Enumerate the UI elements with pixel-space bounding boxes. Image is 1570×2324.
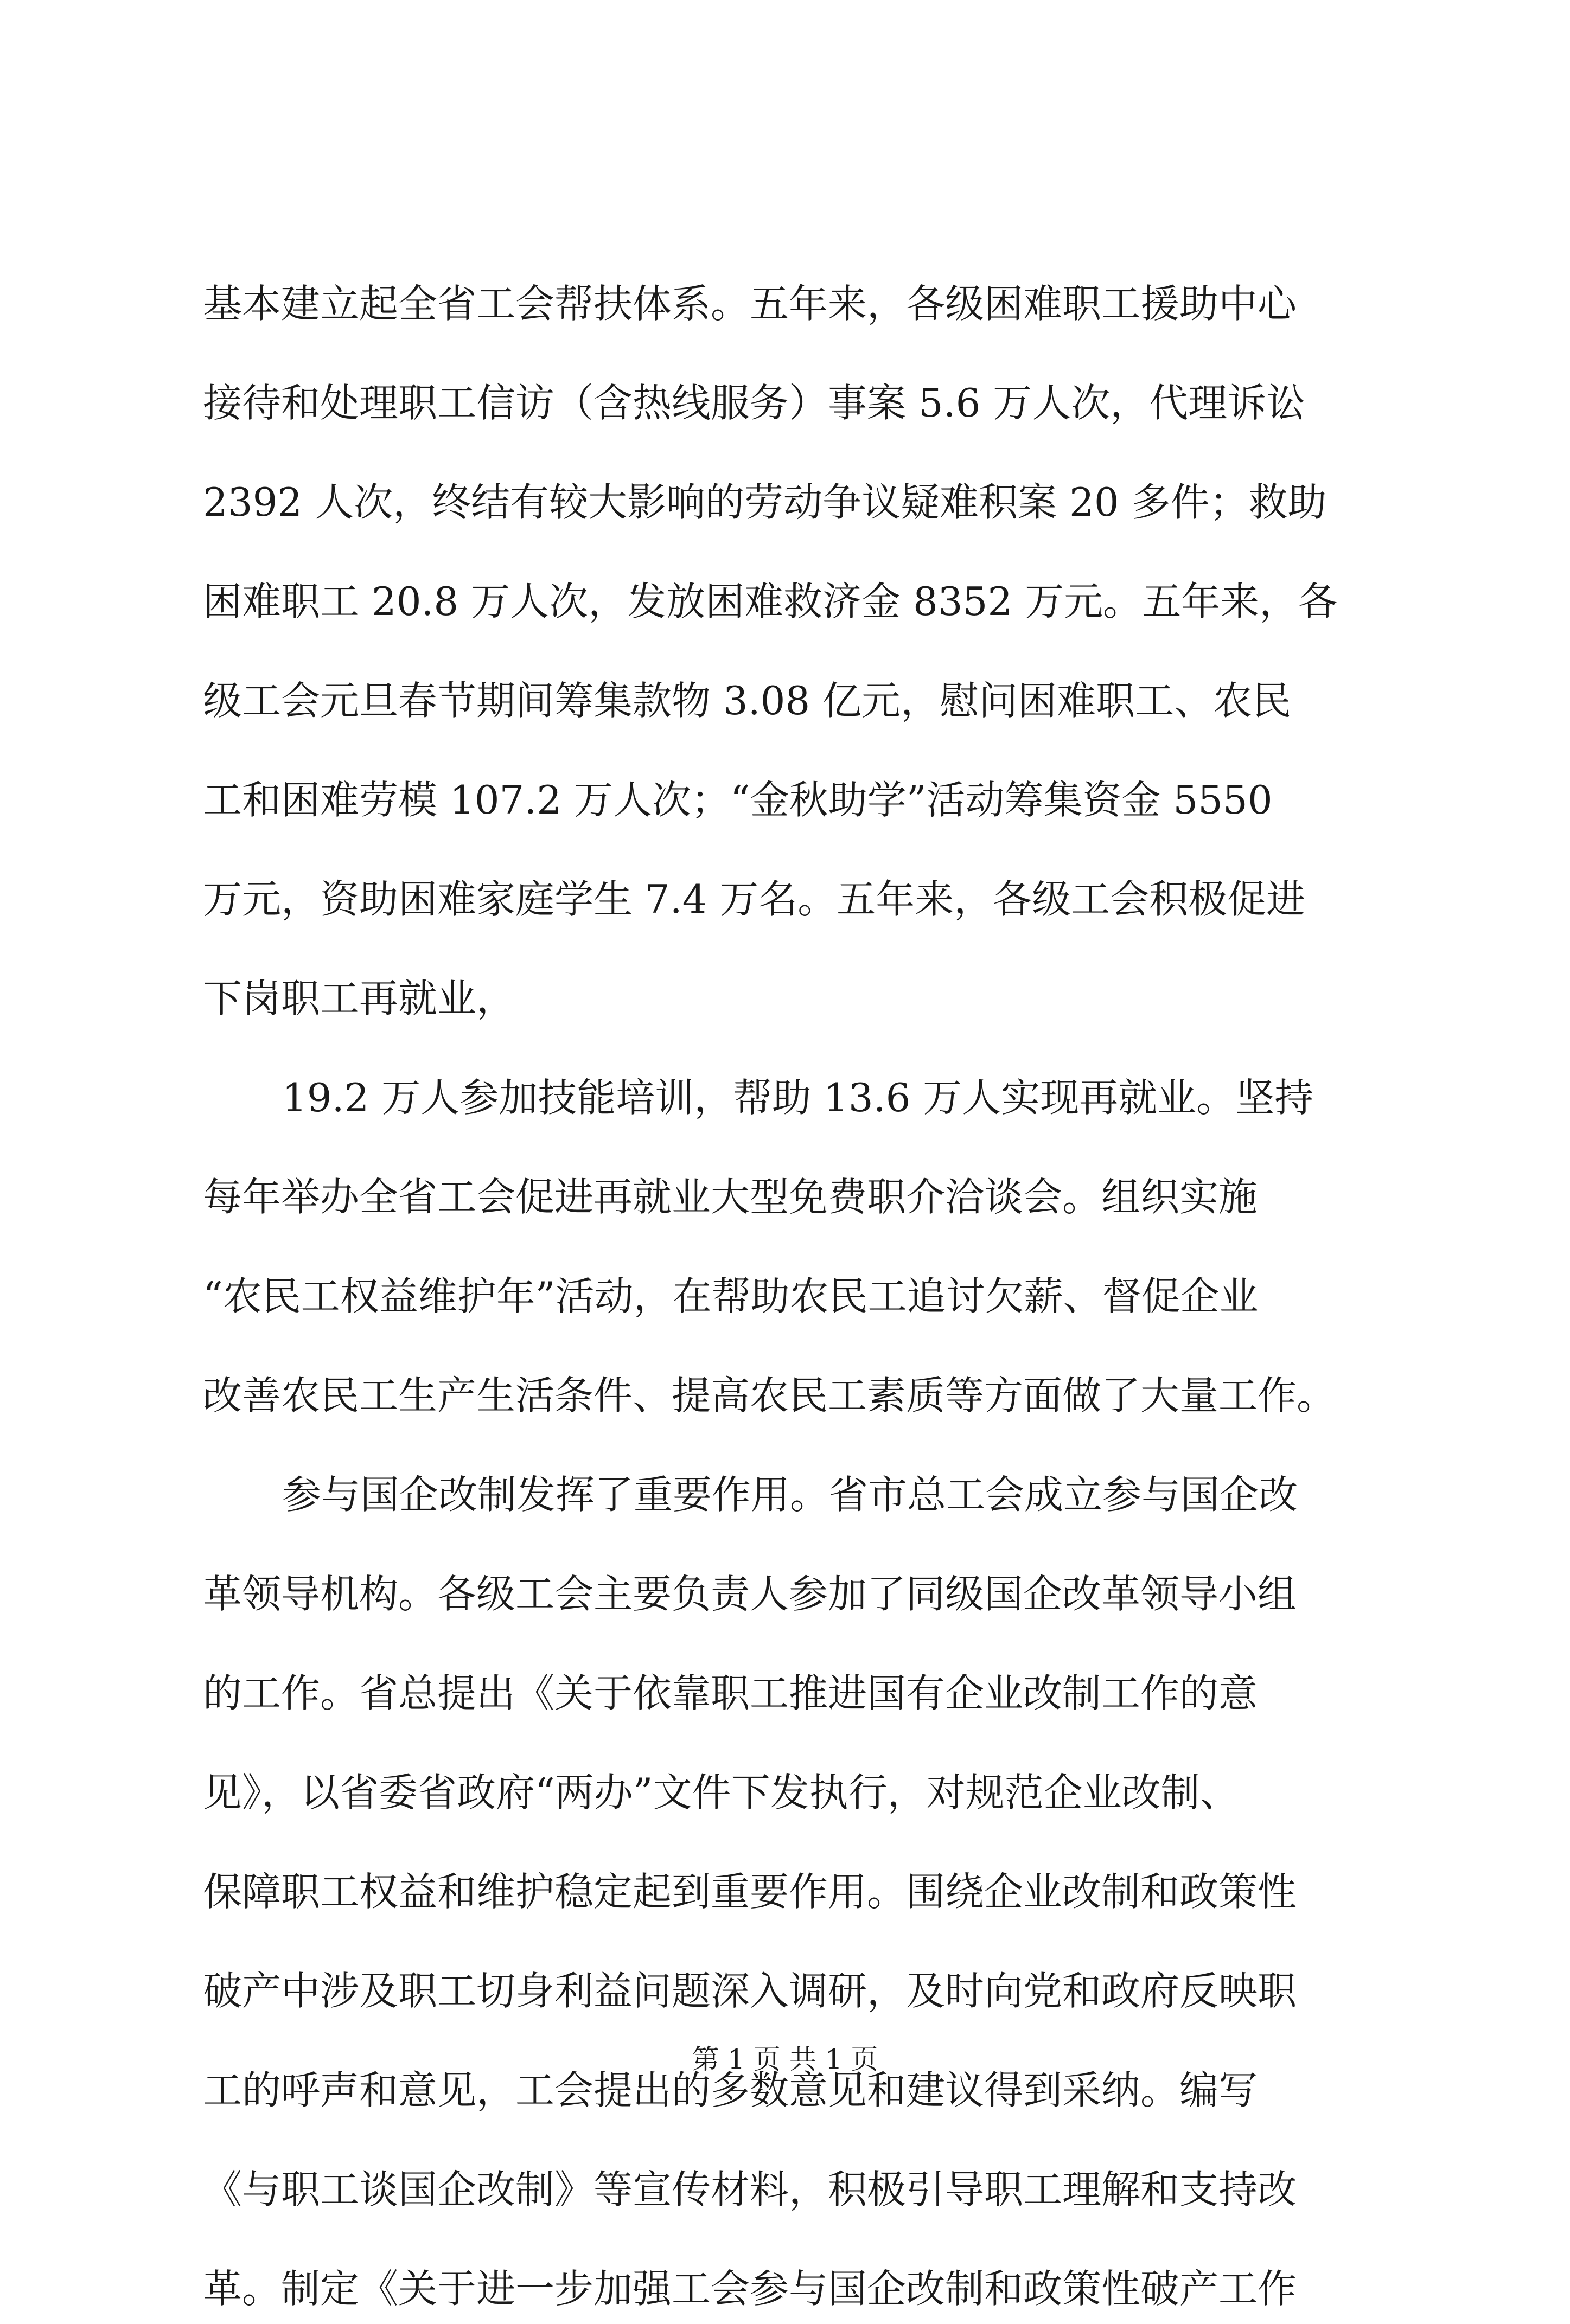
text-line: 基本建立起全省工会帮扶体系。五年来，各级困难职工援助中心 — [203, 281, 1297, 326]
text-line: 改善农民工生产生活条件、提高农民工素质等方面做了大量工作。 — [203, 1373, 1336, 1418]
page-footer: 第 1 页 共 1 页 — [692, 2044, 878, 2075]
text-line: 下岗职工再就业， — [203, 976, 516, 1021]
text-line: 见》，以省委省政府“两办”文件下发执行，对规范企业改制、 — [203, 1770, 1239, 1815]
text-line: 接待和处理职工信访（含热线服务）事案 5.6 万人次，代理诉讼 — [203, 380, 1306, 426]
text-line: 的工作。省总提出《关于依靠职工推进国有企业改制工作的意 — [203, 1670, 1258, 1716]
text-line: 每年举办全省工会促进再就业大型免费职介洽谈会。组织实施 — [203, 1174, 1258, 1220]
text-line: 万元，资助困难家庭学生 7.4 万名。五年来，各级工会积极促进 — [203, 876, 1306, 922]
text-line: 破产中涉及职工切身利益问题深入调研，及时向党和政府反映职 — [203, 1968, 1297, 2014]
text-line: 革领导机构。各级工会主要负责人参加了同级国企改革领导小组 — [203, 1571, 1297, 1617]
text-line: 困难职工 20.8 万人次，发放困难救济金 8352 万元。五年来，各 — [203, 579, 1338, 624]
text-line: 保障职工权益和维护稳定起到重要作用。围绕企业改制和政策性 — [203, 1869, 1297, 1915]
text-line: 19.2 万人参加技能培训，帮助 13.6 万人实现再就业。坚持 — [282, 1075, 1314, 1121]
text-line: 革。制定《关于进一步加强工会参与国企改制和政策性破产工作 — [203, 2266, 1297, 2312]
text-line: 工的呼声和意见，工会提出的多数意见和建议得到采纳。编写 — [203, 2067, 1258, 2113]
text-line: 级工会元旦春节期间筹集款物 3.08 亿元，慰问困难职工、农民 — [203, 678, 1292, 724]
text-line: 工和困难劳模 107.2 万人次；“金秋助学”活动筹集资金 5550 — [203, 777, 1273, 823]
text-line: “农民工权益维护年”活动，在帮助农民工追讨欠薪、督促企业 — [203, 1273, 1259, 1319]
text-line: 2392 人次，终结有较大影响的劳动争议疑难积案 20 多件；救助 — [203, 479, 1327, 525]
text-line: 《与职工谈国企改制》等宣传材料，积极引导职工理解和支持改 — [203, 2167, 1297, 2212]
text-line: 参与国企改制发挥了重要作用。省市总工会成立参与国企改 — [282, 1472, 1298, 1518]
